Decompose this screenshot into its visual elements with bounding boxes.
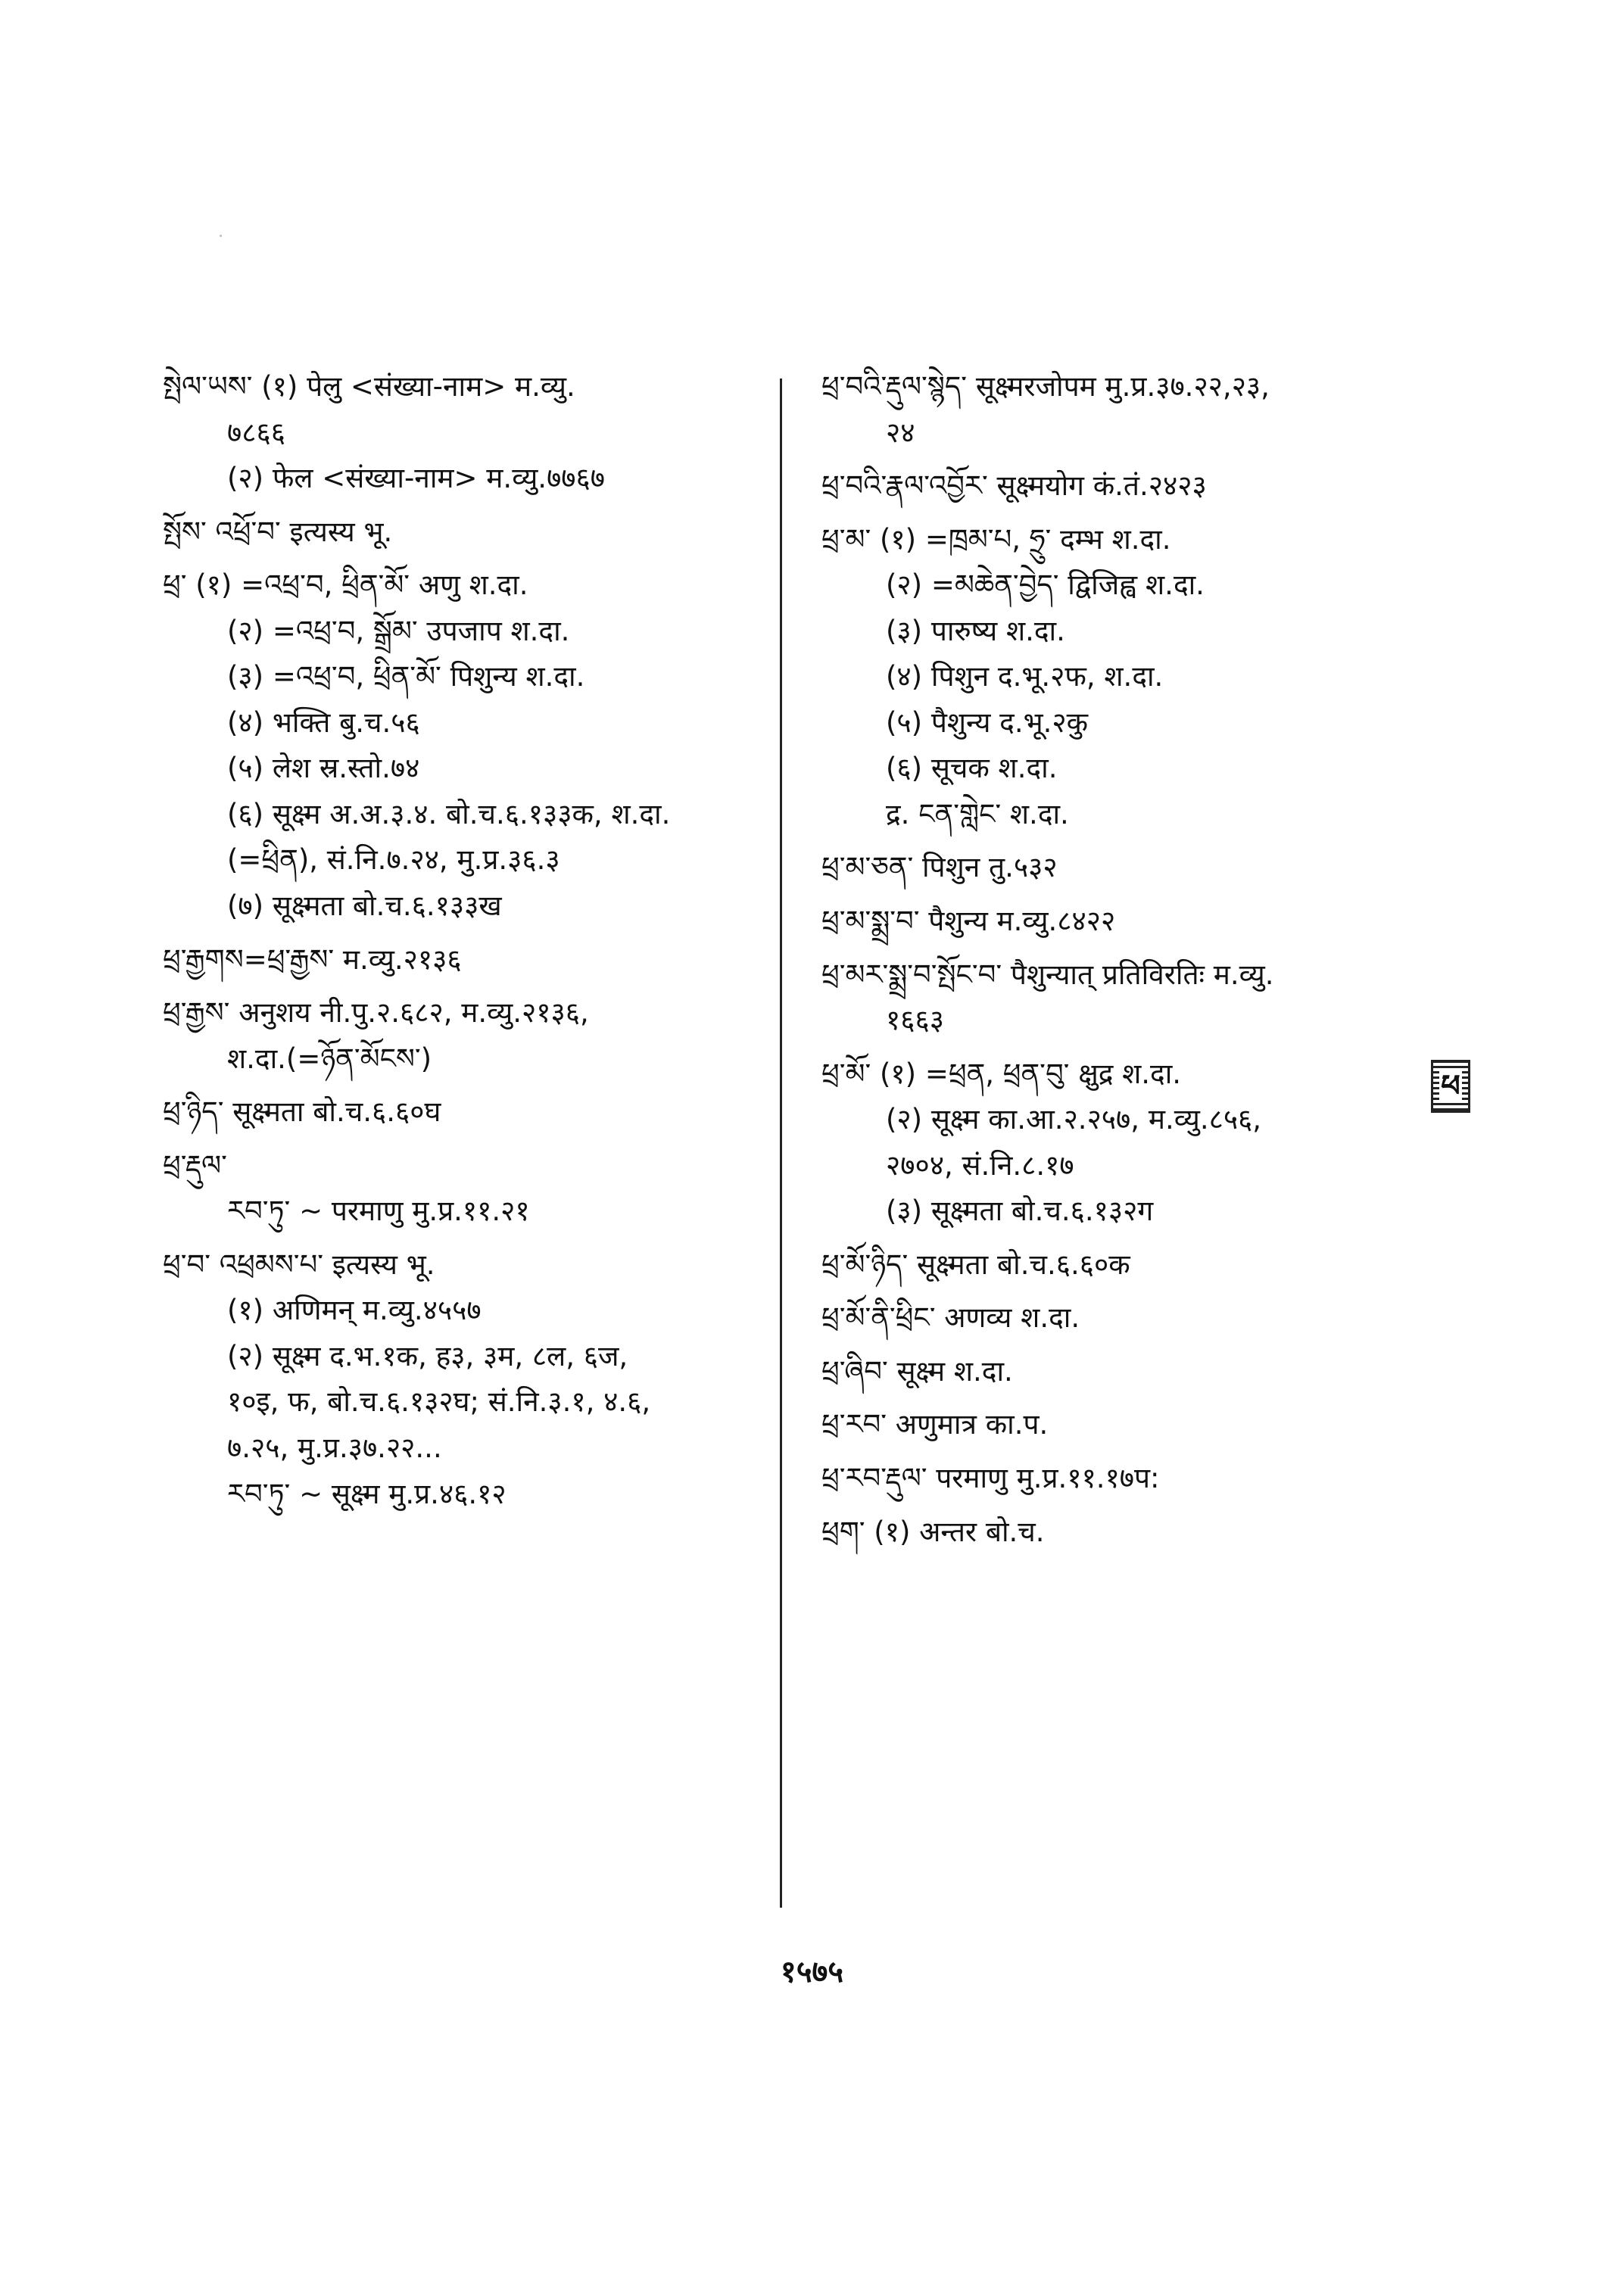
dictionary-sense-line: (५) पैशुन्य द.भू.२कु bbox=[886, 706, 1089, 739]
dictionary-sense-line: རབ་ཏུ་ ~ परमाणु मु.प्र.११.२१ bbox=[227, 1195, 530, 1228]
dictionary-sense-line: (२) सूक्ष्म का.आ.२.२५७, म.व्यु.८५६, bbox=[886, 1103, 1262, 1136]
dictionary-sense-line: ७.२५, मु.प्र.३७.२२... bbox=[227, 1432, 442, 1465]
speck bbox=[220, 235, 222, 237]
dictionary-headword-line: ཕྲ་རབ་རྡུལ་ परमाणु मु.प्र.११.१७प: bbox=[821, 1462, 1160, 1495]
dictionary-sense-line: (६) सूक्ष्म अ.अ.३.४. बो.च.६.१३३क, श.दा. bbox=[227, 797, 671, 830]
right-column bbox=[821, 371, 1420, 1548]
dictionary-headword-line: ཕྲ་ཉིད་ सूक्ष्मता बो.च.६.६०घ bbox=[163, 1095, 441, 1129]
section-tab-marker bbox=[1431, 1060, 1470, 1113]
section-tab-letter: ཕ bbox=[1441, 1069, 1460, 1104]
dictionary-headword-line: ཕྲ་མོ་ (१) =ཕྲན, ཕྲན་བུ་ क्षुद्र श.दा. bbox=[821, 1057, 1182, 1090]
dictionary-headword-line: ཕྲ་མོ་ནི་ཕྲིང་ अणव्य श.दा. bbox=[821, 1301, 1080, 1335]
dictionary-sense-line: (=ཕྲིན), सं.नि.७.२४, मु.प्र.३६.३ bbox=[227, 843, 560, 877]
dictionary-headword-line: ཕྲ་མོ་ཉིད་ सूक्ष्मता बो.च.६.६०क bbox=[821, 1248, 1130, 1281]
page-number: १५७५ bbox=[780, 1955, 844, 1989]
dictionary-headword-line: ཕྲ་མ་ (१) =ཁྲམ་པ, ཧྲུ་ दम्भ श.दा. bbox=[821, 522, 1171, 556]
dictionary-sense-line: (१) अणिमन् म.व्यु.४५५७ bbox=[227, 1294, 482, 1327]
dictionary-sense-line: རབ་ཏུ་ ~ सूक्ष्म मु.प्र.४६.१२ bbox=[227, 1477, 507, 1510]
dictionary-sense-line: (५) लेश स्र.स्तो.७४ bbox=[227, 752, 420, 785]
dictionary-sense-line: (२) सूक्ष्म द.भ.१क, ह३, ३म, ८ल, ६ज, bbox=[227, 1339, 628, 1372]
dictionary-sense-line: २७०४, सं.नि.८.१७ bbox=[886, 1148, 1074, 1182]
dictionary-headword-line: ཕྲ་ (१) =འཕྲ་བ, ཕྲིན་མོ་ अणु श.दा. bbox=[163, 569, 528, 602]
dictionary-headword-line: ཕྲ་མར་སྨྲ་བ་སྤོང་བ་ पैशुन्यात् प्रतिविरतिः म.व्यु. bbox=[821, 958, 1274, 991]
dictionary-sense-line: द्र. ངན་གླེང་ श.दा. bbox=[886, 797, 1069, 830]
dictionary-headword-line: ཕྲ་བའི་རྡུལ་སྙེད་ सूक्ष्मरजोपम मु.प्र.३७.२२,२३, bbox=[821, 370, 1270, 403]
dictionary-sense-line: (३) =འཕྲ་བ, ཕྲིན་མོ་ पिशुन्य श.दा. bbox=[227, 660, 585, 693]
dictionary-sense-line: (३) पारुष्य श.दा. bbox=[886, 614, 1065, 647]
dictionary-headword-line: ཕྲ་མ་སྨྲ་བ་ पैशुन्य म.व्यु.८४२२ bbox=[821, 905, 1116, 938]
dictionary-sense-line: (२) =འཕྲ་བ, སྒྲོམ་ उपजाप श.दा. bbox=[227, 614, 570, 647]
dictionary-sense-line: १६६३ bbox=[886, 1004, 944, 1037]
dictionary-sense-line: ७८६६ bbox=[227, 416, 285, 449]
dictionary-sense-line: (७) सूक्ष्मता बो.च.६.१३३ख bbox=[227, 889, 502, 923]
dictionary-headword-line: ཕྲ་བའི་རྣལ་འབྱོར་ सूक्ष्मयोग कं.तं.२४२३ bbox=[821, 469, 1207, 503]
dictionary-sense-line: (४) पिशुन द.भू.२फ, श.दा. bbox=[886, 660, 1164, 693]
dictionary-sense-line: (४) भक्ति बु.च.५६ bbox=[227, 706, 420, 739]
dictionary-headword-line: ཕྲ་རབ་ अणुमात्र का.प. bbox=[821, 1408, 1049, 1441]
dictionary-sense-line: २४ bbox=[886, 416, 915, 449]
dictionary-sense-line: श.दा.(=ཉོན་མོངས་) bbox=[227, 1042, 432, 1075]
dictionary-sense-line: १०इ, फ, बो.च.६.१३२घ; सं.नि.३.१, ४.६, bbox=[227, 1385, 651, 1419]
dictionary-headword-line: སྤེལ་ཡས་ (१) पेलु <संख्या-नाम> म.व्यु. bbox=[163, 370, 575, 403]
dictionary-sense-line: (२) फेल <संख्या-नाम> म.व्यु.७७६७ bbox=[227, 462, 606, 495]
dictionary-headword-line: ཕྲ་རྒྱགས=ཕྲ་རྒྱས་ म.व्यु.२१३६ bbox=[163, 942, 462, 976]
dictionary-headword-line: སྤོས་ འཕྲོ་བ་ इत्यस्य भू. bbox=[163, 515, 393, 548]
dictionary-headword-line: ཕྲ་རྡུལ་ bbox=[163, 1148, 227, 1182]
dictionary-headword-line: ཕྲ་མ་ཅན་ पिशुन तु.५३२ bbox=[821, 851, 1058, 884]
dictionary-headword-line: ཕྲ་རྒྱས་ अनुशय नी.पु.२.६८२, म.व्यु.२१३६, bbox=[163, 996, 589, 1030]
dictionary-sense-line: (३) सूक्ष्मता बो.च.६.१३२ग bbox=[886, 1195, 1154, 1228]
dictionary-sense-line: (६) सूचक श.दा. bbox=[886, 752, 1058, 785]
dictionary-headword-line: ཕྲག་ (१) अन्तर बो.च. bbox=[821, 1515, 1045, 1548]
dictionary-headword-line: ཕྲ་ཞིབ་ सूक्ष्म श.दा. bbox=[821, 1354, 1013, 1388]
column-divider bbox=[780, 379, 782, 1908]
dictionary-headword-line: ཕྲ་བ་ འཕྲམས་པ་ इत्यस्य भू. bbox=[163, 1248, 435, 1281]
dictionary-sense-line: (२) =མཆེན་བྱེད་ द्विजिह्व श.दा. bbox=[886, 569, 1205, 602]
left-column bbox=[163, 371, 761, 1510]
